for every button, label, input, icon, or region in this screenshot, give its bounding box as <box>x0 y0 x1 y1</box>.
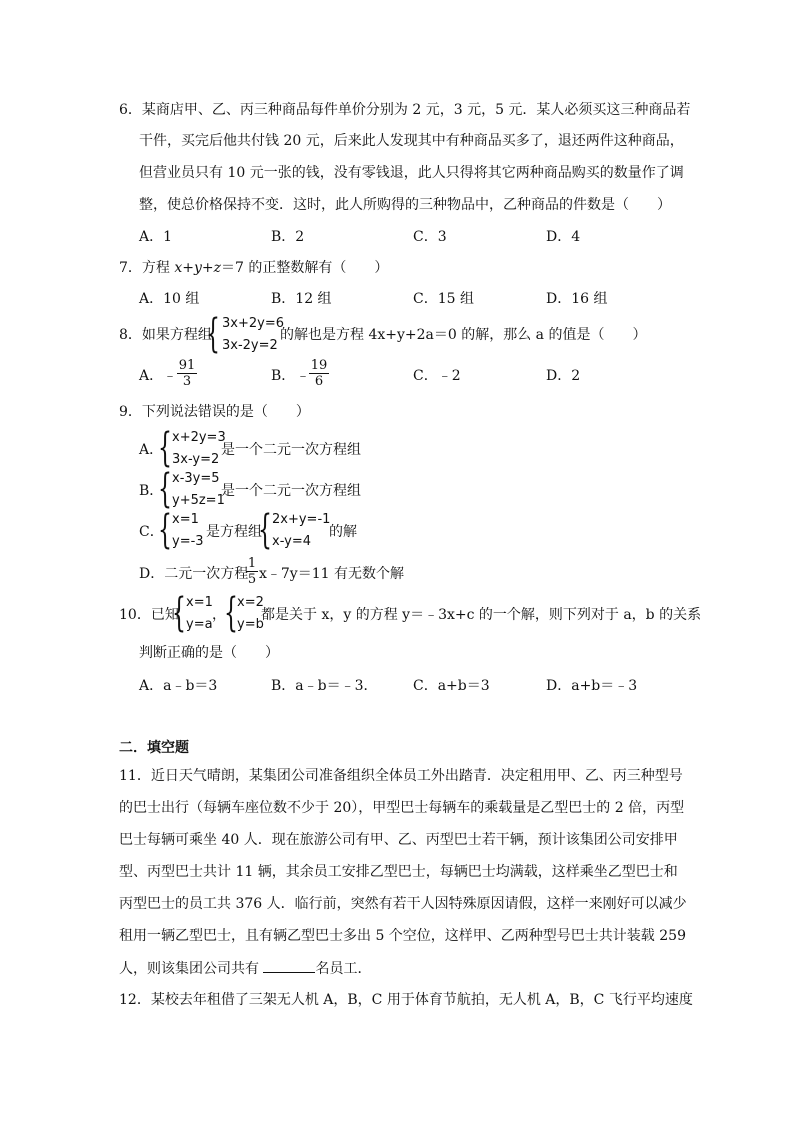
q7-stem <box>119 258 388 278</box>
q8-option-a-denominator: 3 <box>182 374 192 389</box>
q10-option-b: B．a﹣b＝﹣3． <box>271 678 378 694</box>
q6-option-a: A．1 <box>139 229 173 245</box>
q8-option-b-label: B． <box>271 368 296 384</box>
q9-c-sol-y: y=-3 <box>172 534 204 549</box>
q10-option-a: A．a﹣b＝3 <box>139 678 218 694</box>
q7-equation: x+y+z <box>174 260 222 276</box>
q10-option-c: C．a+b＝3 <box>413 678 490 694</box>
q11-last-pre: 人，则该集团公司共有 <box>119 961 264 977</box>
q11-line-4: 型、丙型巴士共计 11 辆，其余员工安排乙型巴士，每辆巴士均满载，这样乘坐乙型巴士和 <box>119 864 678 880</box>
q11-last-post: 名员工． <box>315 961 372 977</box>
q10-stem-pre: 10．已知 <box>119 607 179 623</box>
q11-line-1: 11．近日天气晴朗，某集团公司准备组织全体员工外出踏青．决定租用甲、乙、丙三种型号 <box>119 768 683 784</box>
q9-c-sol-x: x=1 <box>172 512 199 527</box>
q9-b-eq1: x-3y=5 <box>172 471 220 486</box>
q9-a-eq1: x+2y=3 <box>172 430 226 445</box>
q9-option-a-text: 是一个二元一次方程组 <box>221 442 361 458</box>
q8-system-eq1: 3x+2y=6 <box>222 316 284 331</box>
q9-option-a-label: A． <box>139 442 164 458</box>
q8-option-b-numerator: 19 <box>310 358 328 373</box>
q6-line-3: 但营业员只有 10 元一张的钱，没有零钱退，此人只得将其它两种商品购买的数量作了调 <box>139 165 684 181</box>
q9-option-d-numerator: 1 <box>247 556 257 571</box>
section-heading-fill-blank: 二．填空题 <box>119 740 189 756</box>
q7-stem-post: ＝7 的正整数解有（ ） <box>221 260 389 276</box>
q9-option-d-fraction <box>246 556 258 588</box>
q9-c-brace1-icon: { <box>158 507 172 553</box>
q8-stem-post: 的解也是方程 4x+y+2a＝0 的解，那么 a 的值是（ ） <box>280 327 647 343</box>
q7-option-d: D．16 组 <box>546 291 608 307</box>
q6-line-1: 6．某商店甲、乙、丙三种商品每件单价分别为 2 元，3 元，5 元．某人必须买这三种商品若 <box>119 102 691 118</box>
q6-line-2: 干件，买完后他共付钱 20 元，后来此人发现其中有种商品买多了，退还两件这种商品， <box>139 133 684 149</box>
q10-stem-post: 都是关于 x，y 的方程 y＝﹣3x+c 的一个解，则下列对于 a，b 的关系 <box>261 607 702 623</box>
q10-line-2: 判断正确的是（ ） <box>139 645 279 661</box>
q9-option-c-text: 的解 <box>329 524 357 540</box>
q10-comma: ， <box>212 607 226 623</box>
q6-option-d: D．4 <box>546 229 581 245</box>
q9-stem: 9．下列说法错误的是（ ） <box>119 404 310 420</box>
q8-option-a-numerator: 91 <box>178 358 196 373</box>
q9-option-c-label: C． <box>139 524 164 540</box>
q7-option-c: C．15 组 <box>413 291 474 307</box>
q9-a-brace-icon: { <box>158 425 172 471</box>
q8-option-a-label: A． <box>139 368 164 384</box>
q8-option-d: D．2 <box>546 368 581 384</box>
q7-stem-pre: 7．方程 <box>119 260 175 276</box>
q9-c-brace2-icon: { <box>258 507 272 553</box>
q11-line-5: 丙型巴士的员工共 376 人．临行前，突然有若干人因特殊原因请假，这样一来刚好可以减少 <box>119 896 687 912</box>
q10-sys2-y: y=b <box>237 617 264 632</box>
q9-option-c-mid: 是方程组 <box>206 524 262 540</box>
q6-option-b: B．2 <box>271 229 305 245</box>
q7-option-a: A．10 组 <box>139 291 200 307</box>
q9-c-eq2: x-y=4 <box>272 534 312 549</box>
q7-option-b: B．12 组 <box>271 291 332 307</box>
q8-option-a-sign: ﹣ <box>163 368 177 384</box>
q10-brace1-icon: { <box>172 590 186 636</box>
q9-option-b-label: B． <box>139 483 164 499</box>
q8-option-b-sign: ﹣ <box>296 368 310 384</box>
q11-line-6: 租用一辆乙型巴士，且有辆乙型巴士多出 5 个空位，这样甲、乙两种型号巴士共计装载 259 <box>119 928 686 944</box>
q8-option-b-denominator: 6 <box>314 374 324 389</box>
q9-option-d-post: x﹣7y＝11 有无数个解 <box>259 566 404 582</box>
q9-option-d-denominator: 5 <box>247 572 257 587</box>
q9-b-eq2: y+5z=1 <box>172 493 225 508</box>
q11-line-2: 的巴士出行（每辆车座位数不少于 20），甲型巴士每辆车的乘载量是乙型巴士的 2 倍，丙型 <box>119 800 685 816</box>
q11-line-3: 巴士每辆可乘坐 40 人．现在旅游公司有甲、乙、丙型巴士若干辆，预计该集团公司安排甲 <box>119 832 678 848</box>
q10-option-d: D．a+b＝﹣3 <box>546 678 638 694</box>
q12-line-1: 12．某校去年租借了三架无人机 A，B，C 用于体育节航拍，无人机 A，B，C 飞行平均速度 <box>119 992 693 1008</box>
q8-option-a-fraction <box>177 358 197 390</box>
q10-sys1-x: x=1 <box>186 595 213 610</box>
q11-answer-blank[interactable] <box>263 958 315 973</box>
q11-line-7 <box>119 958 371 979</box>
q9-option-b-text: 是一个二元一次方程组 <box>221 483 361 499</box>
q8-option-b-fraction <box>309 358 329 390</box>
q9-option-d-pre: D．二元一次方程 <box>139 566 249 582</box>
q10-sys1-y: y=a <box>186 617 213 632</box>
q9-a-eq2: 3x-y=2 <box>172 452 220 467</box>
q8-option-c: C．﹣2 <box>413 368 461 384</box>
q6-option-c: C．3 <box>413 229 447 245</box>
q8-brace-icon: { <box>206 311 220 357</box>
q8-system-eq2: 3x-2y=2 <box>222 338 278 353</box>
q10-sys2-x: x=2 <box>237 595 264 610</box>
q9-c-eq1: 2x+y=-1 <box>272 512 331 527</box>
q6-line-4: 整，使总价格保持不变．这时，此人所购得的三种物品中，乙种商品的件数是（ ） <box>139 197 671 213</box>
q10-brace2-icon: { <box>224 590 238 636</box>
q9-b-brace-icon: { <box>158 466 172 512</box>
q8-stem-pre: 8．如果方程组 <box>119 327 212 343</box>
